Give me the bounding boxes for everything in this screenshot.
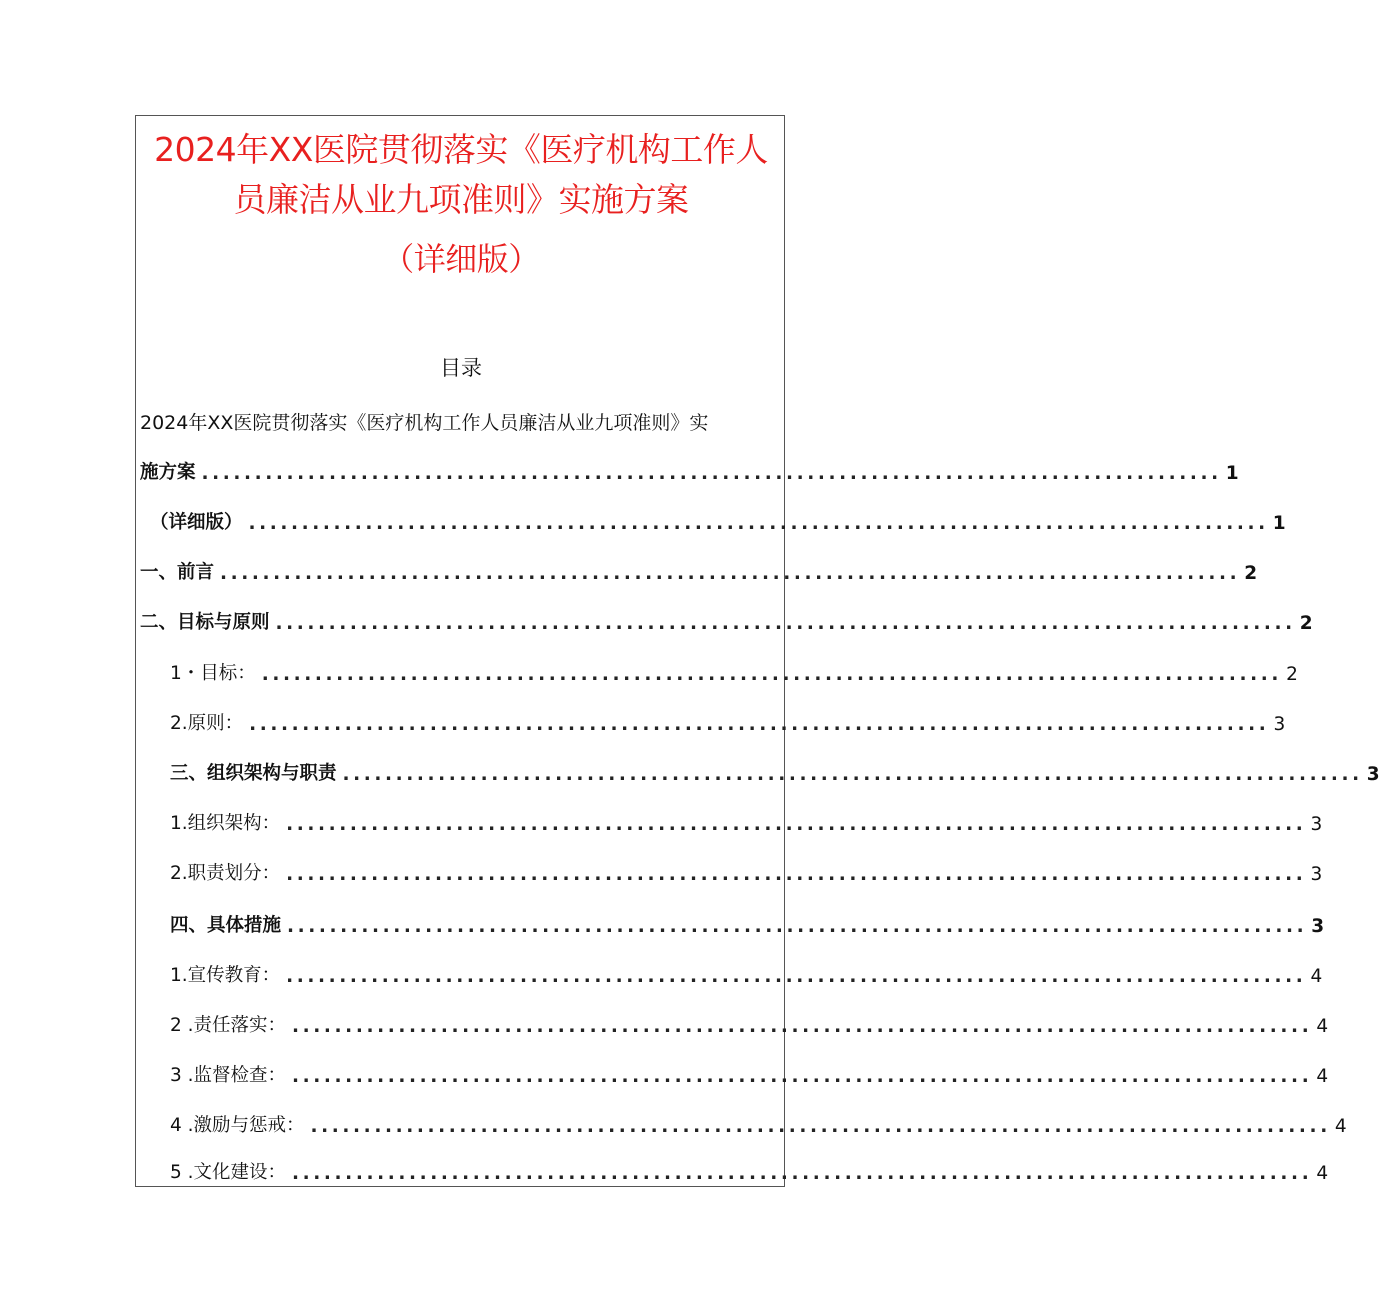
toc-entry-page: 3 [1310, 864, 1323, 885]
toc-entry[interactable] [170, 959, 1323, 987]
toc-entry-label: 三、组织架构与职责 [170, 763, 337, 784]
document-frame [135, 115, 1380, 1187]
toc-entry[interactable] [170, 657, 1298, 685]
toc-entry[interactable] [170, 1009, 1329, 1037]
toc-entry[interactable] [170, 757, 1380, 785]
toc-entry-page: 1 [1272, 513, 1286, 534]
toc-leader-dots: ................................................................................................ [292, 1016, 1313, 1037]
toc-leader-dots: ................................................................................................ [292, 1163, 1313, 1184]
toc-entry-page: 3 [1310, 814, 1323, 835]
toc-leader-dots: ................................................................................................ [287, 916, 1308, 937]
toc-title-line: 2024年XX医院贯彻落实《医疗机构工作人员廉洁从业九项准则》实 [140, 412, 709, 434]
toc-entry-page: 2 [1286, 664, 1298, 685]
toc-entry-label: 2.原则： [170, 713, 244, 734]
toc-leader-dots: ................................................................................................ [201, 463, 1222, 484]
toc-entry-page: 3 [1311, 916, 1325, 937]
toc-entry-label: 2.职责划分： [170, 863, 281, 884]
toc-entry[interactable] [170, 707, 1286, 735]
document-title-line-1: 2024年XX医院贯彻落实《医疗机构工作人 [154, 130, 768, 169]
toc-entry[interactable] [170, 807, 1323, 835]
toc-entry-label: 四、具体措施 [170, 915, 282, 936]
toc-entry-label: 4 .激励与惩戒： [170, 1115, 305, 1136]
toc-leader-dots: ................................................................................................ [310, 1116, 1331, 1137]
toc-entry[interactable] [140, 606, 1313, 634]
toc-entry-label: 2 .责任落实： [170, 1015, 287, 1036]
toc-leader-dots: ................................................................................................ [249, 714, 1270, 735]
toc-leader-dots: ................................................................................................ [275, 613, 1296, 634]
toc-entry[interactable] [170, 857, 1323, 885]
toc-entry-page: 4 [1316, 1163, 1329, 1184]
toc-entry[interactable] [140, 456, 1239, 484]
toc-entry-page: 3 [1273, 714, 1286, 735]
toc-entry-label: 二、目标与原则 [140, 612, 270, 633]
toc-entry-label: 1・目标： [170, 663, 256, 684]
toc-entry-label: 一、前言 [140, 562, 215, 583]
toc-entry-label: 1.组织架构： [170, 813, 281, 834]
toc-leader-dots: ................................................................................................ [220, 563, 1241, 584]
toc-entry-page: 4 [1334, 1116, 1347, 1137]
toc-entry-page: 3 [1366, 764, 1380, 785]
toc-entry-page: 2 [1244, 563, 1258, 584]
toc-entry-page: 4 [1316, 1066, 1329, 1087]
toc-leader-dots: ................................................................................................ [342, 764, 1363, 785]
toc-entry[interactable] [150, 506, 1286, 534]
toc-entry-page: 4 [1310, 966, 1323, 987]
toc-leader-dots: ................................................................................................ [261, 664, 1283, 685]
toc-entry-label: （详细版） [150, 512, 243, 533]
toc-entry-page: 4 [1316, 1016, 1329, 1037]
toc-entry-label: 1.宣传教育： [170, 965, 281, 986]
toc-leader-dots: ................................................................................................ [248, 513, 1269, 534]
toc-entry[interactable] [170, 1156, 1329, 1184]
toc-entry-label: 施方案 [140, 462, 196, 483]
toc-entry-page: 1 [1225, 463, 1239, 484]
toc-leader-dots: ................................................................................................ [292, 1066, 1313, 1087]
document-title-line-2: 员廉洁从业九项准则》实施方案 [233, 180, 689, 219]
toc-entry[interactable] [170, 909, 1325, 937]
toc-leader-dots: ................................................................................................ [286, 864, 1307, 885]
toc-entry[interactable] [170, 1109, 1347, 1137]
toc-entry-label: 3 .监督检查： [170, 1065, 287, 1086]
document-subtitle: （详细版） [382, 240, 540, 278]
toc-leader-dots: ................................................................................................ [286, 966, 1307, 987]
toc-entry[interactable] [140, 556, 1258, 584]
toc-entry-label: 5 .文化建设： [170, 1162, 287, 1183]
toc-entry[interactable] [170, 1059, 1329, 1087]
toc-entry-page: 2 [1299, 613, 1313, 634]
toc-heading: 目录 [440, 356, 482, 380]
toc-leader-dots: ................................................................................................ [286, 814, 1307, 835]
